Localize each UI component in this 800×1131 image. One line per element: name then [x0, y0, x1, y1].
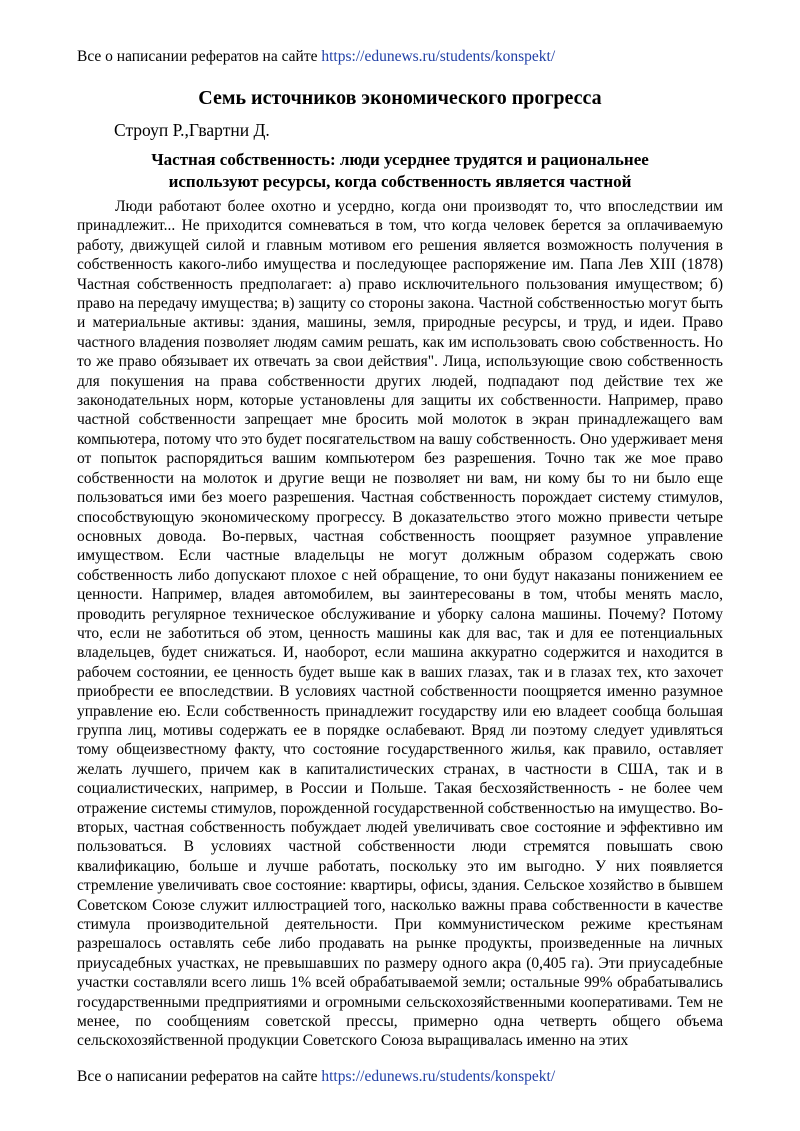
- document-title: Семь источников экономического прогресса: [198, 87, 602, 109]
- page-header: [77, 47, 555, 67]
- footer-link[interactable]: https://edunews.ru/students/konspekt/: [321, 1068, 556, 1085]
- page-footer: [77, 1067, 555, 1087]
- section-title: Частная собственность: люди усерднее трудятся и рациональнее используют ресурсы, когда собственность является частной: [151, 150, 649, 191]
- footer-text: Все о написании рефератов на сайте: [77, 1068, 322, 1085]
- header-text: Все о написании рефератов на сайте: [77, 48, 322, 65]
- body-paragraph: Люди работают более охотно и усердно, когда они производят то, что впоследствии им принадлежит... Не приходится сомневаться в том, что когда человек берется за оплачиваемую работу, движущей силой и главным мотивом его решения является возможность получения в собственность какого-либо имущества и последующее распоряжение им. Папа Лев XIII (1878) Частная собственность предполагает: а) право исключительного пользования имуществом; б) право на передачу имущества; в) защиту со стороны закона. Частной собственностью могут быть и материальные активы: здания, машины, земля, природные ресурсы, и труд, и идеи. Право частного владения позволяет людям самим решать, как им использовать свою собственность. Но то же право обязывает их отвечать за свои действия". Лица, использующие свою собственность для покушения на права собственности других людей, подпадают под действие тех же законодательных норм, которые установлены для защиты их собственности. Например, право частной собственности запрещает мне бросить мой молоток в экран принадлежащего вам компьютера, потому что это будет посягательством на вашу собственность. Оно удерживает меня от попыток распорядиться вашим компьютером без разрешения. Точно так же мое право собственности на молоток и другие вещи не позволяет ни вам, ни кому бы то ни было еще пользоваться ими без моего разрешения. Частная собственность порождает систему стимулов, способствующую экономическому прогрессу. В доказательство этого можно привести четыре основных довода. Во-первых, частная собственность поощряет разумное управление имуществом. Если частные владельцы не могут должным образом содержать свою собственность либо допускают плохое с ней обращение, то они будут наказаны понижением ее ценности. Например, владея автомобилем, вы заинтересованы в том, чтобы менять масло, проводить регулярное техническое обслуживание и уборку салона машины. Почему? Потому что, если не заботиться об этом, ценность машины как для вас, так и для ее потенциальных владельцев, будет снижаться. И, наоборот, если машина аккуратно содержится и находится в рабочем состоянии, ее ценность будет выше как в ваших глазах, так и в глазах тех, кто захочет приобрести ее впоследствии. В условиях частной собственности поощряется именно разумное управление ею. Если собственность принадлежит государству или ею владеет сообща большая группа лиц, мотивы содержать ее в порядке ослабевают. Вряд ли поэтому следует удивляться тому общеизвестному факту, что состояние государственного жилья, как правило, оставляет желать лучшего, причем как в капиталистических странах, в частности в США, так и в социалистических, например, в России и Польше. Такая бесхозяйственность - не более чем отражение системы стимулов, порожденной государственной собственностью на имущество. Во-вторых, частная собственность побуждает людей увеличивать свое состояние и эффективно им пользоваться. В условиях частной собственности люди стремятся повышать свою квалификацию, больше и лучше работать, поскольку это им выгодно. У них появляется стремление увеличивать свое состояние: квартиры, офисы, здания. Сельское хозяйство в бывшем Советском Союзе служит иллюстрацией того, насколько важны права собственности в качестве стимула производительной деятельности. При коммунистическом режиме крестьянам разрешалось оставлять себе либо продавать на рынке продукты, произведенные на личных приусадебных участках, не превышавших по размеру одного акра (0,405 га). Эти приусадебные участки составляли всего лишь 1% всей обрабатываемой земли; остальные 99% обрабатывались государственными предприятиями и огромными сельскохозяйственными кооперативами. Тем не менее, по сообщениям советской прессы, примерно одна четверть общего объема сельскохозяйственной продукции Советского Союза выращивалась именно на этих: [77, 198, 723, 1050]
- header-link[interactable]: https://edunews.ru/students/konspekt/: [321, 48, 556, 65]
- document-authors: Строуп Р.,Гвартни Д.: [114, 120, 270, 140]
